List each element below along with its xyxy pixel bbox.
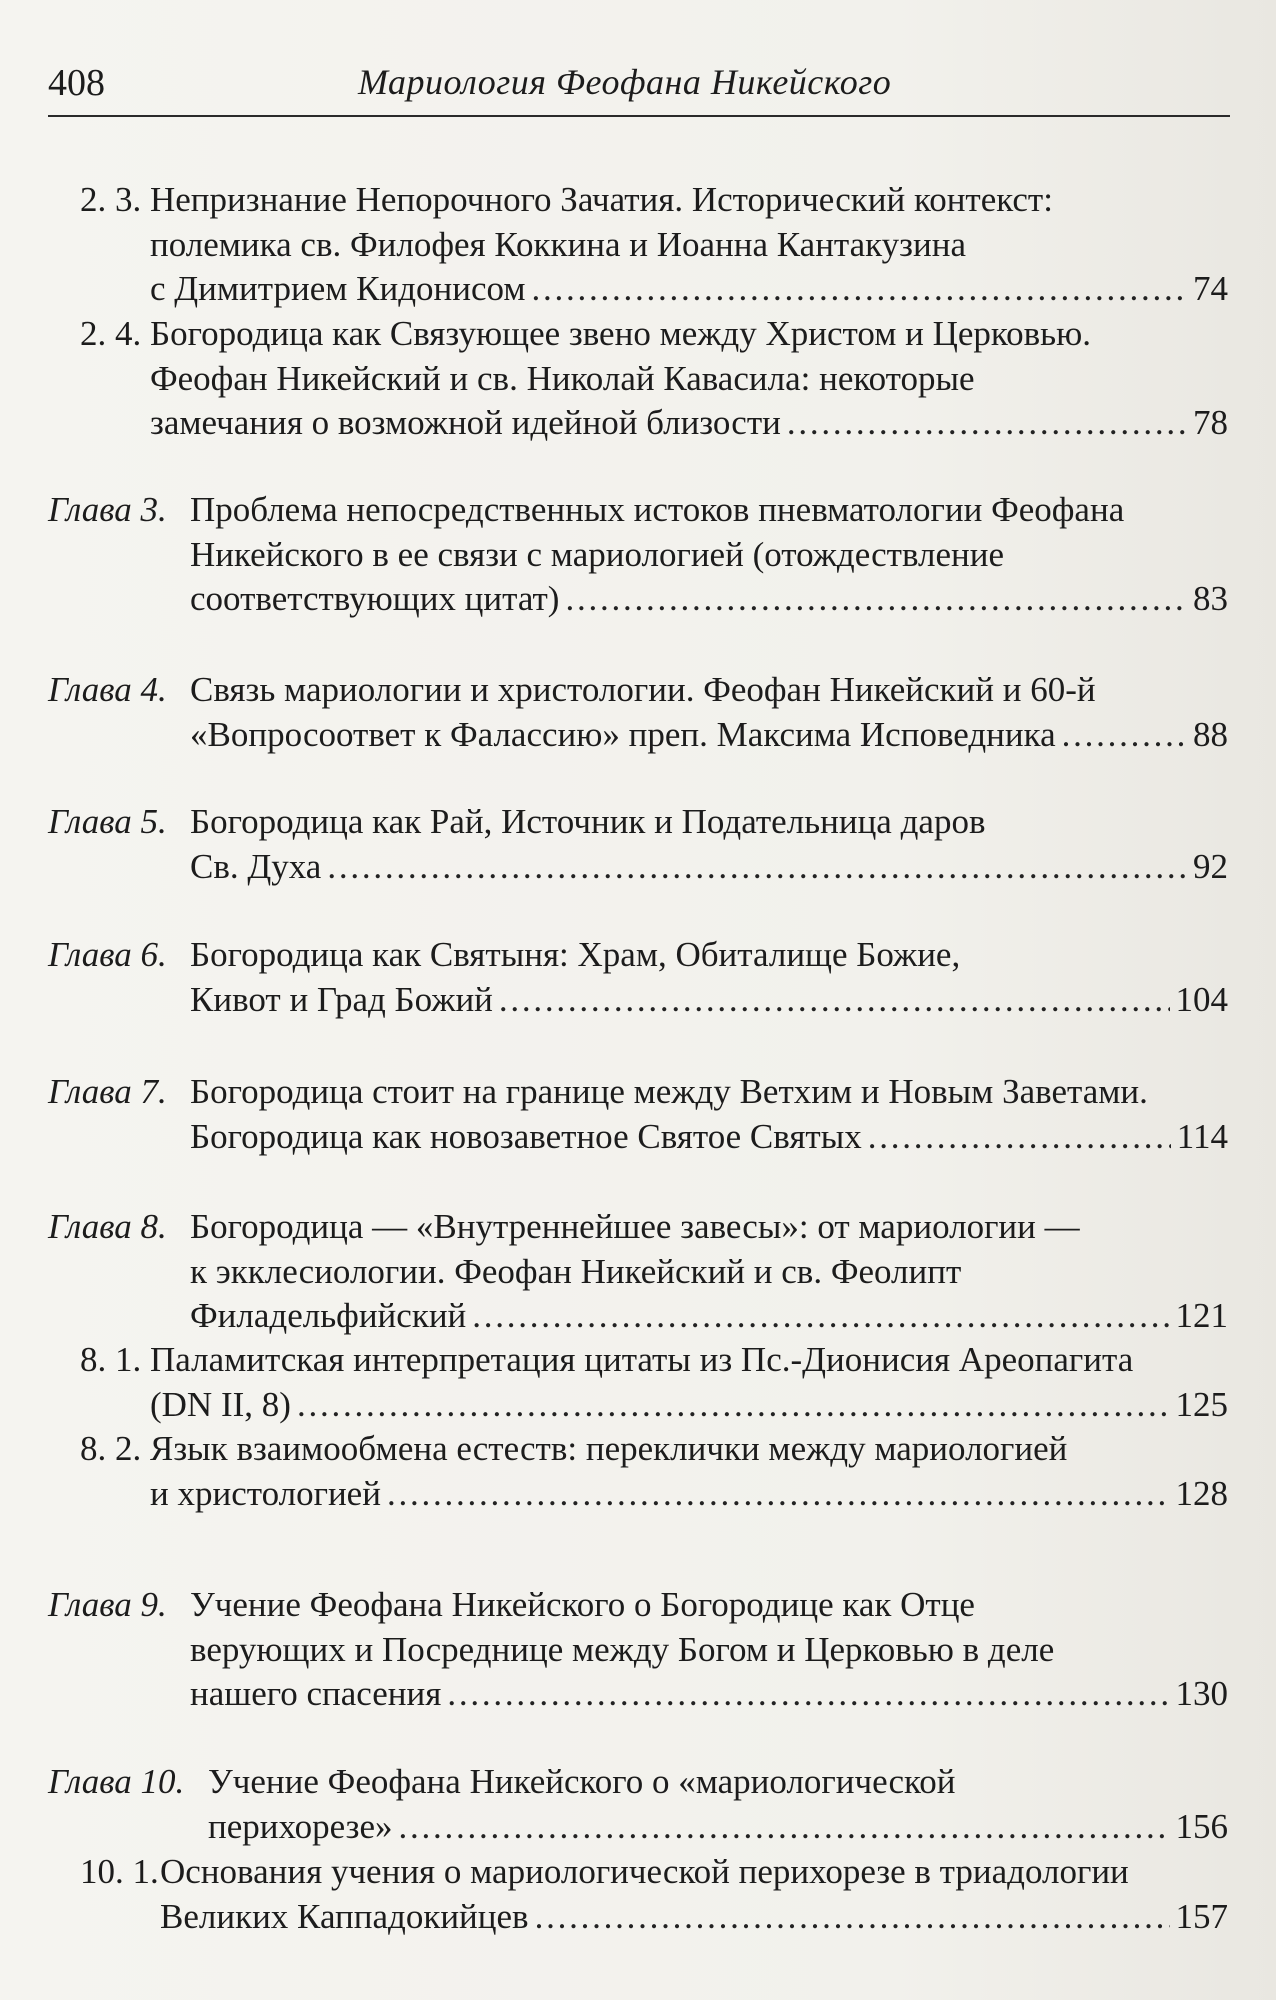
toc-line xyxy=(80,1383,1228,1428)
toc-line xyxy=(80,267,1228,312)
entry-title-line: Великих Каппадокийцев xyxy=(160,1896,529,1936)
entry-title-line: к экклесиологии. Феофан Никейский и св. Феолипт xyxy=(190,1251,962,1291)
toc-line xyxy=(48,978,1228,1023)
dot-leader xyxy=(532,267,1187,312)
toc-line xyxy=(48,1628,1228,1673)
entry-title-line: Проблема непосредственных истоков пневматологии Феофана xyxy=(190,490,1125,529)
entry-title-line: Учение Феофана Никейского о Богородице как Отце xyxy=(190,1585,975,1624)
dot-leader xyxy=(327,845,1187,890)
dot-leader xyxy=(447,1672,1169,1717)
toc-entry xyxy=(48,933,1228,1022)
entry-title-line: Учение Феофана Никейского о «мариологической xyxy=(208,1762,956,1801)
entry-number: Глава 5. xyxy=(48,802,167,841)
entry-page-number: 83 xyxy=(1193,579,1228,618)
toc-line xyxy=(48,1294,1228,1339)
toc-line xyxy=(48,668,1228,713)
toc-line xyxy=(48,577,1228,622)
entry-page-number: 121 xyxy=(1175,1296,1228,1335)
toc-line xyxy=(48,1115,1228,1160)
toc-line xyxy=(80,312,1228,357)
running-title: Мариология Феофана Никейского xyxy=(358,62,892,102)
entry-page-number: 104 xyxy=(1175,979,1228,1019)
entry-number: 2. 3. xyxy=(80,180,142,219)
toc-entry xyxy=(48,668,1228,757)
entry-title-line: «Вопросоответ к Фалассию» преп. Максима Исповедника xyxy=(190,714,1056,754)
toc-line xyxy=(48,533,1228,578)
dot-leader xyxy=(1062,713,1187,758)
entry-title-line: Филадельфийский xyxy=(190,1296,467,1335)
toc-line xyxy=(48,488,1228,533)
entry-title-line: перихорезе» xyxy=(208,1806,393,1846)
entry-title-line: Богородица стоит на границе между Ветхим и Новым Заветами. xyxy=(190,1072,1148,1111)
entry-page-number: 157 xyxy=(1175,1896,1228,1936)
toc-line xyxy=(48,1250,1228,1295)
dot-leader xyxy=(787,401,1187,446)
toc-line xyxy=(48,845,1228,890)
entry-number: Глава 3. xyxy=(48,490,167,529)
entry-title-line: Непризнание Непорочного Зачатия. Исторический контекст: xyxy=(150,180,1053,219)
entry-page-number: 130 xyxy=(1175,1674,1228,1713)
toc-entry xyxy=(48,1760,1228,1849)
toc-line xyxy=(80,178,1228,223)
dot-leader xyxy=(387,1472,1170,1517)
dot-leader xyxy=(535,1895,1170,1940)
entry-title-line: Богородица как Связующее звено между Христом и Церковью. xyxy=(150,314,1092,353)
toc-line xyxy=(80,1427,1228,1472)
toc-line xyxy=(48,1205,1228,1250)
toc-entry xyxy=(48,1205,1228,1339)
dot-leader xyxy=(399,1805,1170,1850)
entry-number: Глава 4. xyxy=(48,670,167,709)
entry-title-line: и христологией xyxy=(150,1473,381,1513)
entry-title-line: полемика св. Филофея Коккина и Иоанна Кантакузина xyxy=(150,224,967,264)
entry-title-line: соответствующих цитат) xyxy=(190,579,560,618)
entry-title-line: нашего спасения xyxy=(190,1674,442,1713)
entry-title-line: Никейского в ее связи с мариологией (отождествление xyxy=(190,534,1005,574)
toc-line xyxy=(80,1472,1228,1517)
toc-line xyxy=(48,1583,1228,1628)
entry-title-line: Основания учения о мариологической перихорезе в триадологии xyxy=(160,1852,1129,1891)
toc-line xyxy=(48,800,1228,845)
dot-leader xyxy=(868,1115,1171,1160)
toc-entry xyxy=(48,1070,1228,1159)
entry-number: 8. 2. xyxy=(80,1429,142,1468)
entry-number: Глава 9. xyxy=(48,1585,167,1624)
entry-title-line: замечания о возможной идейной близости xyxy=(150,403,781,442)
dot-leader xyxy=(297,1383,1170,1428)
entry-page-number: 88 xyxy=(1193,714,1228,754)
entry-number: Глава 7. xyxy=(48,1072,167,1111)
toc-entry xyxy=(80,312,1228,446)
entry-title-line: Кивот и Град Божий xyxy=(190,979,493,1019)
entry-title-line: Богородица как Святыня: Храм, Обиталище Божие, xyxy=(190,935,961,974)
entry-page-number: 92 xyxy=(1193,846,1228,886)
toc-line xyxy=(48,933,1228,978)
toc-entry xyxy=(48,488,1228,622)
toc-line xyxy=(80,1895,1228,1940)
entry-title-line: Богородица — «Внутреннейшее завесы»: от мариологии — xyxy=(190,1207,1080,1246)
toc-entry xyxy=(80,178,1228,312)
entry-number: 2. 4. xyxy=(80,314,142,353)
toc-line xyxy=(48,1760,1228,1805)
entry-title-line: Паламитская интерпретация цитаты из Пс.-Дионисия Ареопагита xyxy=(150,1340,1134,1379)
entry-page-number: 128 xyxy=(1175,1473,1228,1513)
entry-title-line: Богородица как новозаветное Святое Святых xyxy=(190,1116,862,1156)
entry-page-number: 125 xyxy=(1175,1384,1228,1424)
entry-title-line: Связь мариологии и христологии. Феофан Никейский и 60-й xyxy=(190,670,1096,709)
entry-page-number: 74 xyxy=(1193,269,1228,308)
dot-leader xyxy=(499,978,1170,1023)
entry-page-number: 78 xyxy=(1193,403,1228,442)
toc-entry xyxy=(80,1427,1228,1516)
toc-line xyxy=(48,1672,1228,1717)
dot-leader xyxy=(472,1294,1169,1339)
toc-line xyxy=(80,401,1228,446)
entry-number: 10. 1. xyxy=(80,1852,159,1891)
entry-title-line: Феофан Никейский и св. Николай Кавасила: некоторые xyxy=(150,358,975,398)
toc-line xyxy=(48,713,1228,758)
toc-line xyxy=(80,1850,1228,1895)
toc-entry xyxy=(80,1338,1228,1427)
toc-line xyxy=(80,357,1228,402)
toc-line xyxy=(80,223,1228,268)
entry-page-number: 114 xyxy=(1176,1116,1228,1156)
entry-number: 8. 1. xyxy=(80,1340,142,1379)
toc-entry xyxy=(48,800,1228,889)
toc-entry xyxy=(48,1583,1228,1717)
entry-title-line: (DN II, 8) xyxy=(150,1384,291,1424)
entry-page-number: 156 xyxy=(1175,1806,1228,1846)
toc-entry xyxy=(80,1850,1228,1939)
entry-number: Глава 6. xyxy=(48,935,167,974)
page-number: 408 xyxy=(48,62,105,104)
entry-title-line: Св. Духа xyxy=(190,846,322,886)
entry-number: Глава 8. xyxy=(48,1207,167,1246)
entry-title-line: с Димитрием Кидонисом xyxy=(150,269,526,308)
toc-line xyxy=(48,1805,1228,1850)
dot-leader xyxy=(565,577,1187,622)
toc-line xyxy=(48,1070,1228,1115)
entry-title-line: верующих и Посреднице между Богом и Церковью в деле xyxy=(190,1629,1055,1669)
toc-line xyxy=(80,1338,1228,1383)
entry-title-line: Язык взаимообмена естеств: переклички между мариологией xyxy=(150,1429,1068,1468)
running-head xyxy=(48,55,1230,117)
entry-title-line: Богородица как Рай, Источник и Подательница даров xyxy=(190,802,986,841)
entry-number: Глава 10. xyxy=(48,1762,185,1801)
